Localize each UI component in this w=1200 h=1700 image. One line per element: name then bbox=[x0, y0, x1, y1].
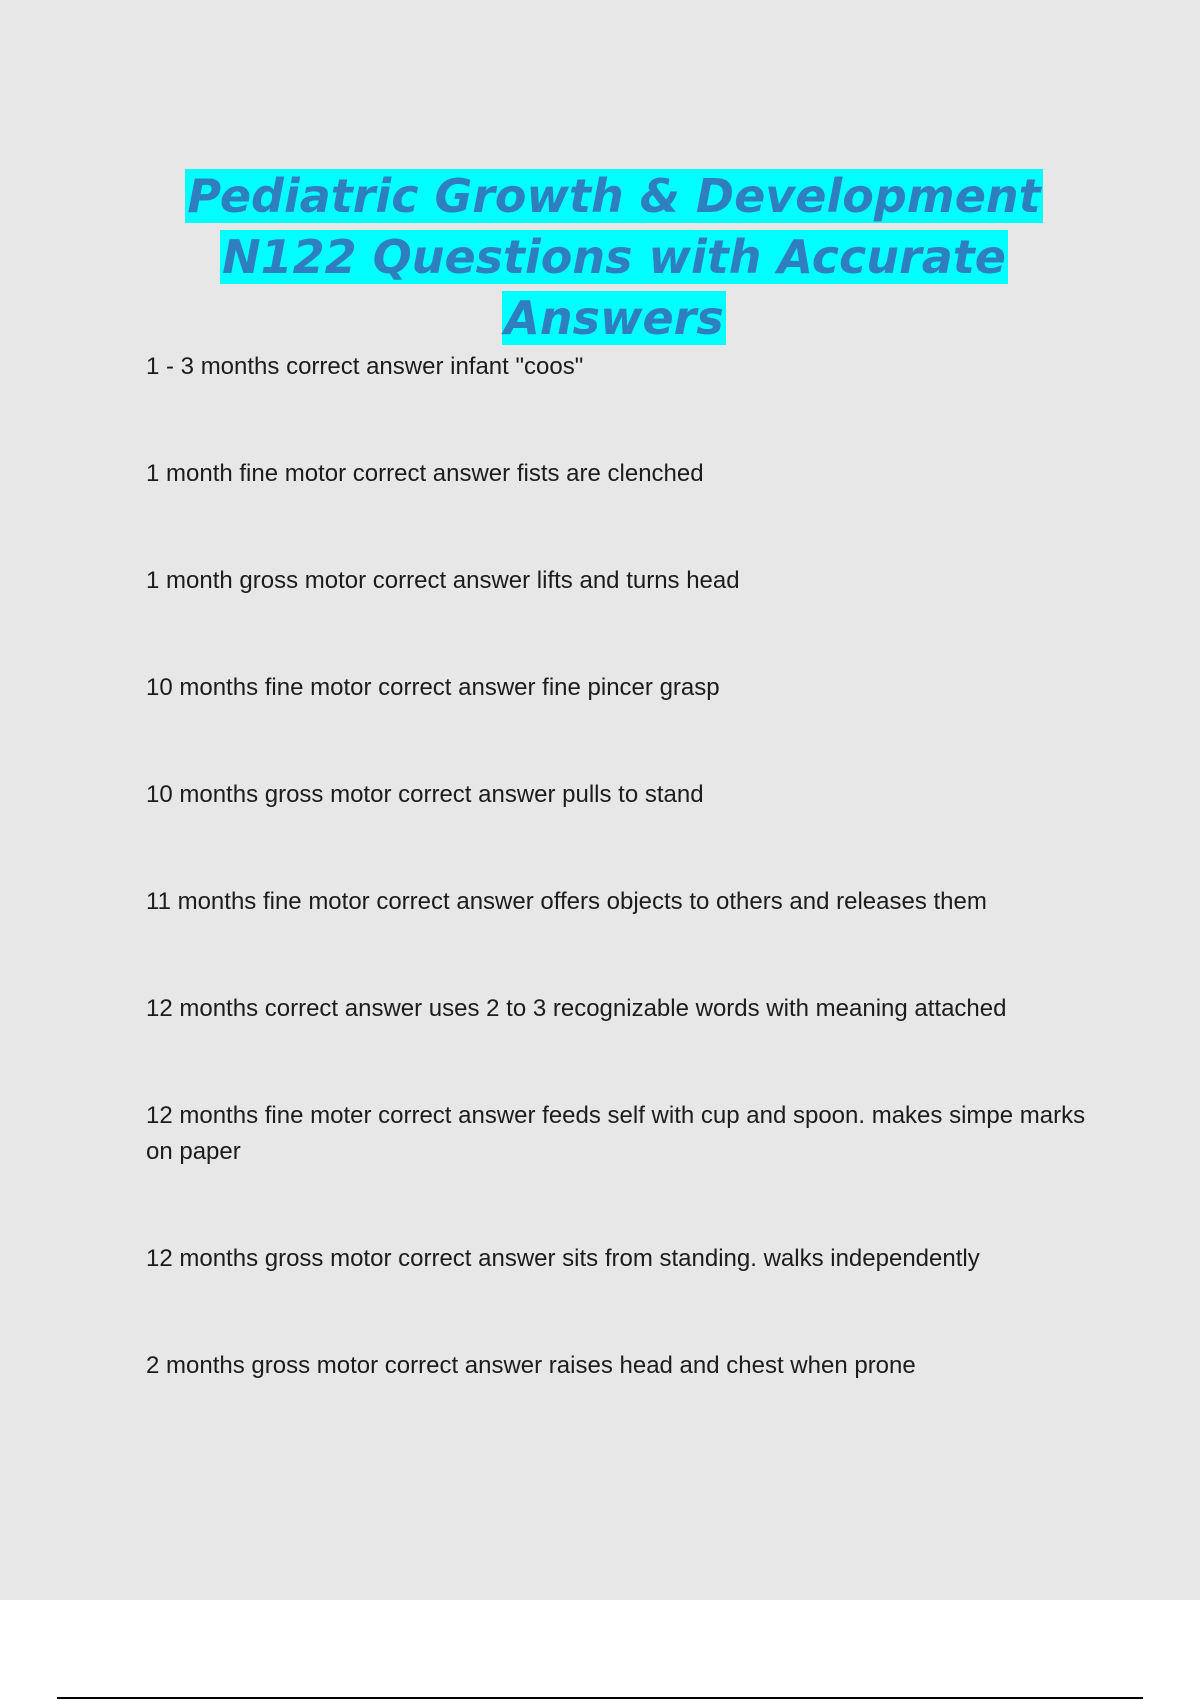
document-title-text: Pediatric Growth & Development N122 Questions with Accurate Answers bbox=[187, 169, 1041, 345]
list-item: 12 months correct answer uses 2 to 3 recognizable words with meaning attached bbox=[146, 995, 1007, 1022]
list-item: 10 months fine motor correct answer fine pincer grasp bbox=[146, 674, 720, 701]
list-item: 1 - 3 months correct answer infant "coos" bbox=[146, 353, 584, 380]
list-item: 2 months gross motor correct answer raises head and chest when prone bbox=[146, 1352, 916, 1379]
list-item: 10 months gross motor correct answer pulls to stand bbox=[146, 781, 704, 808]
list-item: 11 months fine motor correct answer offers objects to others and releases them bbox=[146, 888, 987, 915]
footer-divider bbox=[57, 1697, 1143, 1699]
document-title bbox=[146, 166, 1082, 349]
list-item: 12 months fine moter correct answer feeds self with cup and spoon. makes simpe marks on paper bbox=[146, 1102, 1086, 1165]
list-item: 12 months gross motor correct answer sits from standing. walks independently bbox=[146, 1245, 980, 1272]
list-item: 1 month gross motor correct answer lifts and turns head bbox=[146, 567, 740, 594]
question-answer-list bbox=[146, 349, 1096, 1455]
list-item: 1 month fine motor correct answer fists are clenched bbox=[146, 460, 704, 487]
